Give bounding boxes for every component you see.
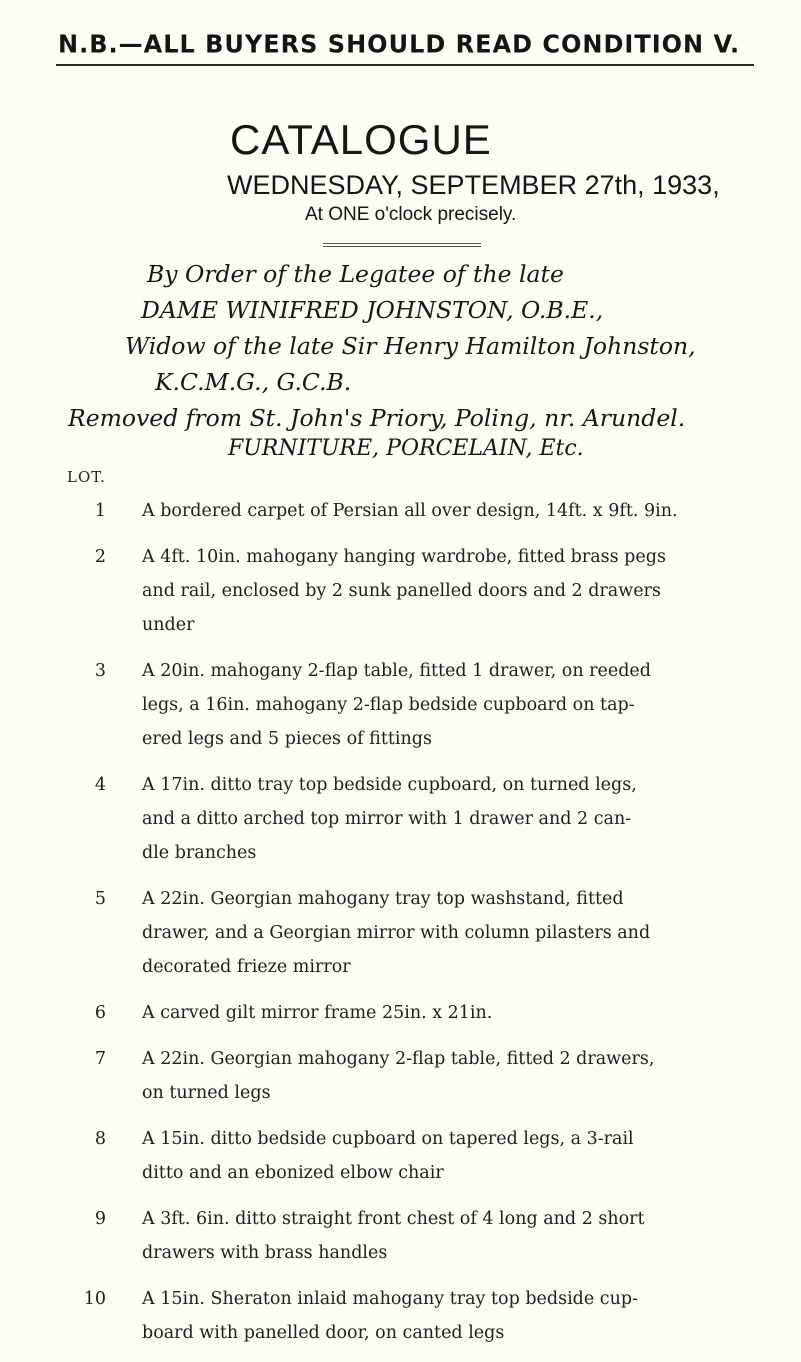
order-line-1: By Order of the Legatee of the late: [147, 260, 564, 288]
lot-number: 5: [94, 889, 106, 909]
lot-item: [60, 540, 760, 642]
lot-description-line: A carved gilt mirror frame 25in. x 21in.: [142, 1003, 493, 1023]
lot-number: 10: [83, 1289, 106, 1309]
lot-description-line: A 15in. ditto bedside cupboard on tapered legs, a 3-rail: [142, 1129, 634, 1149]
sale-date: WEDNESDAY, SEPTEMBER 27th, 1933,: [227, 170, 720, 200]
lot-description: [142, 996, 762, 1030]
lot-item: [60, 882, 760, 984]
lot-description-line: A bordered carpet of Persian all over design, 14ft. x 9ft. 9in.: [142, 501, 678, 521]
lot-description-line: A 3ft. 6in. ditto straight front chest of 4 long and 2 short: [142, 1209, 645, 1229]
lot-item: [60, 768, 760, 870]
lot-item: [60, 1042, 760, 1110]
catalogue-title: CATALOGUE: [230, 116, 492, 163]
lot-number: 4: [94, 775, 106, 795]
condition-banner: N.B.—ALL BUYERS SHOULD READ CONDITION V.: [58, 29, 741, 59]
lot-number: 7: [94, 1049, 106, 1069]
lot-description: [142, 1042, 762, 1110]
lot-description: [142, 540, 762, 642]
lot-description-line: A 22in. Georgian mahogany tray top washstand, fitted: [142, 889, 624, 909]
lot-description-line: board with panelled door, on canted legs: [142, 1323, 505, 1343]
lot-description-line: and rail, enclosed by 2 sunk panelled doors and 2 drawers: [142, 581, 661, 601]
lot-number: 8: [94, 1129, 106, 1149]
lot-column-label: LOT.: [67, 468, 106, 486]
order-line-5: Removed from St. John's Priory, Poling, nr. Arundel.: [68, 404, 686, 432]
lot-description-line: A 22in. Georgian mahogany 2-flap table, fitted 2 drawers,: [142, 1049, 655, 1069]
lot-description-line: legs, a 16in. mahogany 2-flap bedside cupboard on tap-: [142, 695, 635, 715]
lot-description-line: drawer, and a Georgian mirror with column pilasters and: [142, 923, 651, 943]
lot-item: [60, 1202, 760, 1270]
lot-description: [142, 1282, 762, 1350]
lot-description: [142, 654, 762, 756]
double-rule-divider: [323, 243, 481, 247]
lot-list: [60, 494, 760, 1362]
lot-description: [142, 768, 762, 870]
order-line-4: K.C.M.G., G.C.B.: [155, 368, 352, 396]
lot-description: [142, 1202, 762, 1270]
lot-description-line: ered legs and 5 pieces of fittings: [142, 729, 432, 749]
lot-description-line: drawers with brass handles: [142, 1243, 388, 1263]
lot-description: [142, 882, 762, 984]
lot-item: [60, 1122, 760, 1190]
lot-description-line: A 20in. mahogany 2-flap table, fitted 1 drawer, on reeded: [142, 661, 651, 681]
sale-time: At ONE o'clock precisely.: [305, 204, 517, 225]
lot-description-line: dle branches: [142, 843, 257, 863]
lot-description: [142, 494, 762, 528]
lot-description-line: A 4ft. 10in. mahogany hanging wardrobe, fitted brass pegs: [142, 547, 666, 567]
lot-item: [60, 654, 760, 756]
lot-item: [60, 996, 760, 1030]
section-heading: FURNITURE, PORCELAIN, Etc.: [228, 436, 584, 461]
lot-number: 6: [94, 1003, 106, 1023]
order-line-3: Widow of the late Sir Henry Hamilton Johnston,: [125, 332, 696, 360]
banner-rule: [56, 64, 754, 66]
lot-description-line: A 15in. Sheraton inlaid mahogany tray top bedside cup-: [142, 1289, 638, 1309]
order-line-2: DAME WINIFRED JOHNSTON, O.B.E.,: [141, 296, 604, 324]
lot-number: 3: [94, 661, 106, 681]
lot-item: [60, 1282, 760, 1350]
lot-description-line: under: [142, 615, 195, 635]
lot-description-line: ditto and an ebonized elbow chair: [142, 1163, 444, 1183]
lot-description-line: and a ditto arched top mirror with 1 drawer and 2 can-: [142, 809, 632, 829]
lot-description-line: on turned legs: [142, 1083, 271, 1103]
order-block: [68, 256, 767, 436]
lot-number: 2: [94, 547, 106, 567]
lot-description: [142, 1122, 762, 1190]
lot-number: 9: [94, 1209, 106, 1229]
lot-description-line: A 17in. ditto tray top bedside cupboard, on turned legs,: [142, 775, 637, 795]
lot-item: [60, 494, 760, 528]
lot-description-line: decorated frieze mirror: [142, 957, 351, 977]
lot-number: 1: [94, 501, 106, 521]
